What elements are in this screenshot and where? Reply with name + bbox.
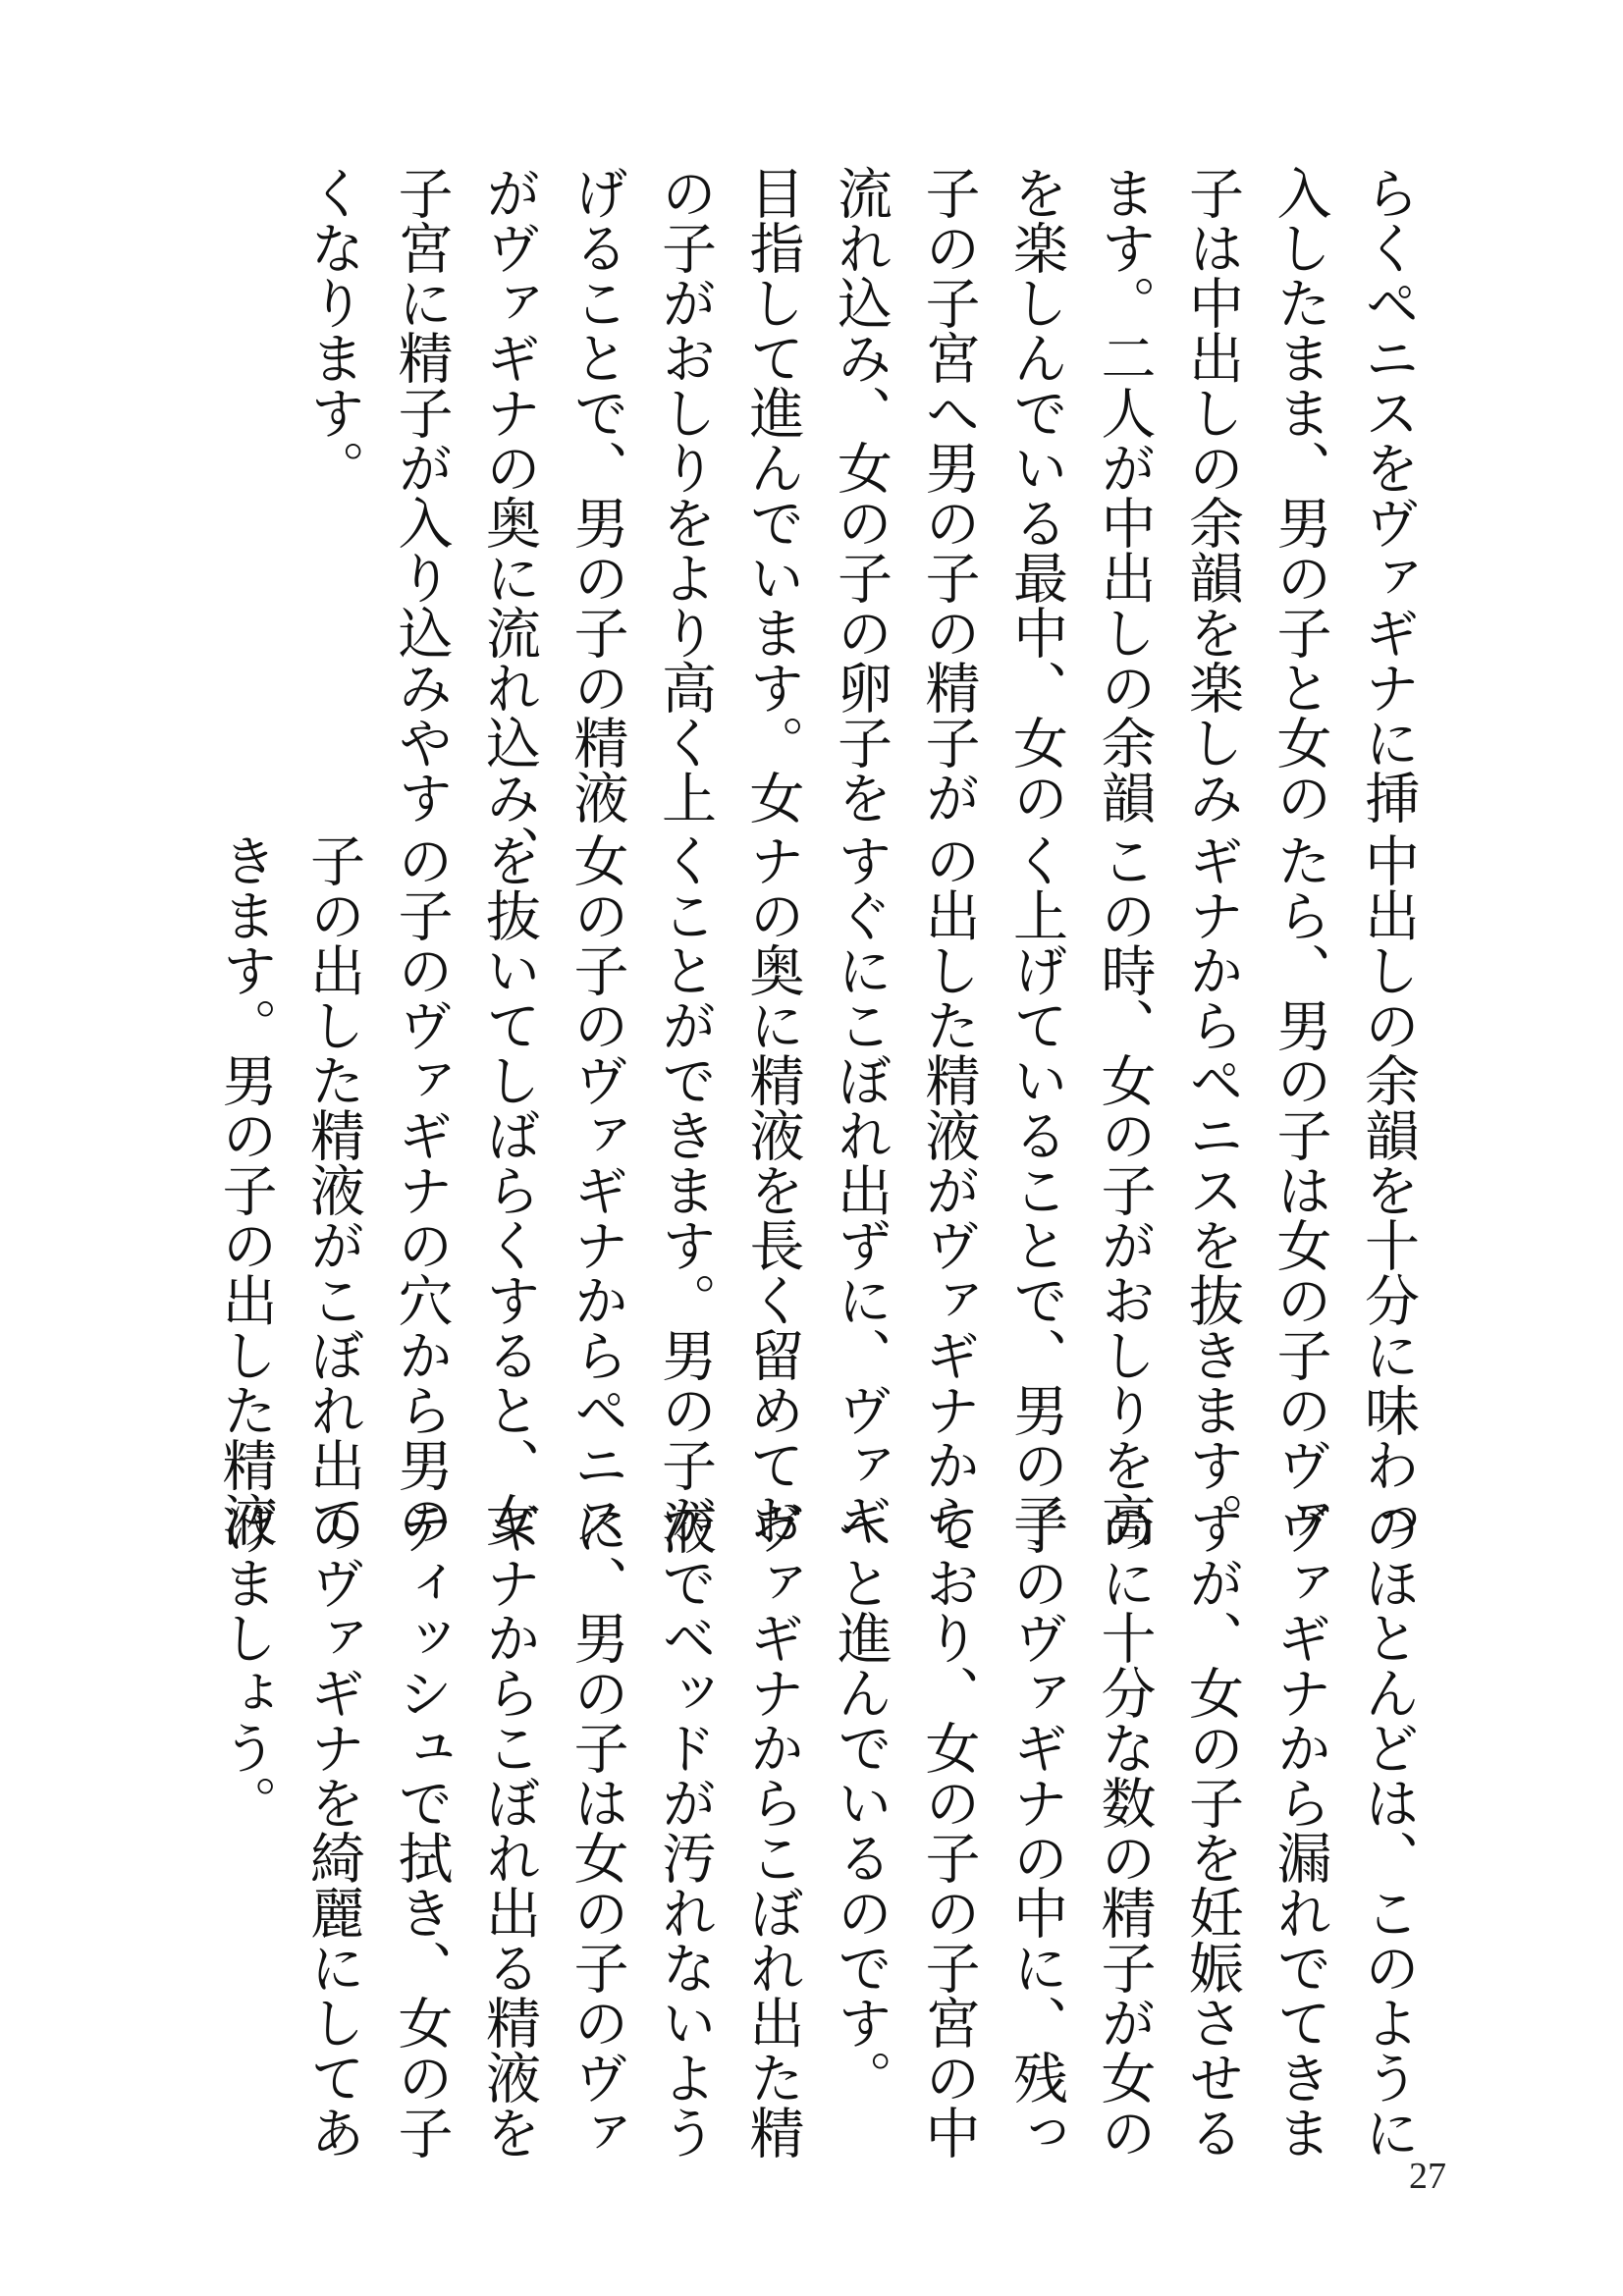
page-number: 27 bbox=[1409, 2156, 1446, 2197]
text-block-1: らくペニスをヴァギナに挿 入したまま、男の子と女の 子は中出しの余韻を楽しみ ます。二人が中出しの余韻 を楽しんでいる最中、女の 子の子宮へ男の子の精子が 流れ込み、女の子の卵子を 目指して進んでいます。女 の子がおしりをより高く上 げることで、男の子の精液 がヴァギナの奥に流れ込み、 子宮に精子が入り込みやす くなります。 bbox=[301, 165, 1420, 880]
text-block-3: のほとんどは、このように ヴァギナから漏れでてきま すが、女の子を妊娠させる のに十分な数の精子が女の 子のヴァギナの中に、残っ ており、女の子の子宮の中 へと進んでいるのです。 ヴァギナからこぼれ出た精 液でベッドが汚れないよう に、男の子は女の子のヴァ ギナからこぼれ出る精液を ティッシュで拭き、女の子 のヴァギナを綺麗にしてあ げましょう。 bbox=[213, 1500, 1420, 2160]
text-block-2: 中出しの余韻を十分に味わっ たら、男の子は女の子のヴァ ギナからペニスを抜きます。 この時、女の子がおしりを高 く上げていることで、男の子 の出した精液がヴァギナから すぐにこぼれ出ずに、ヴァギ ナの奥に精液を長く留めてお くことができます。男の子が 女の子のヴァギナからペニス を抜いてしばらくすると、女 の子のヴァギナの穴から男の 子の出した精液がこぼれ出て きます。男の子の出した精液 bbox=[213, 832, 1420, 1547]
